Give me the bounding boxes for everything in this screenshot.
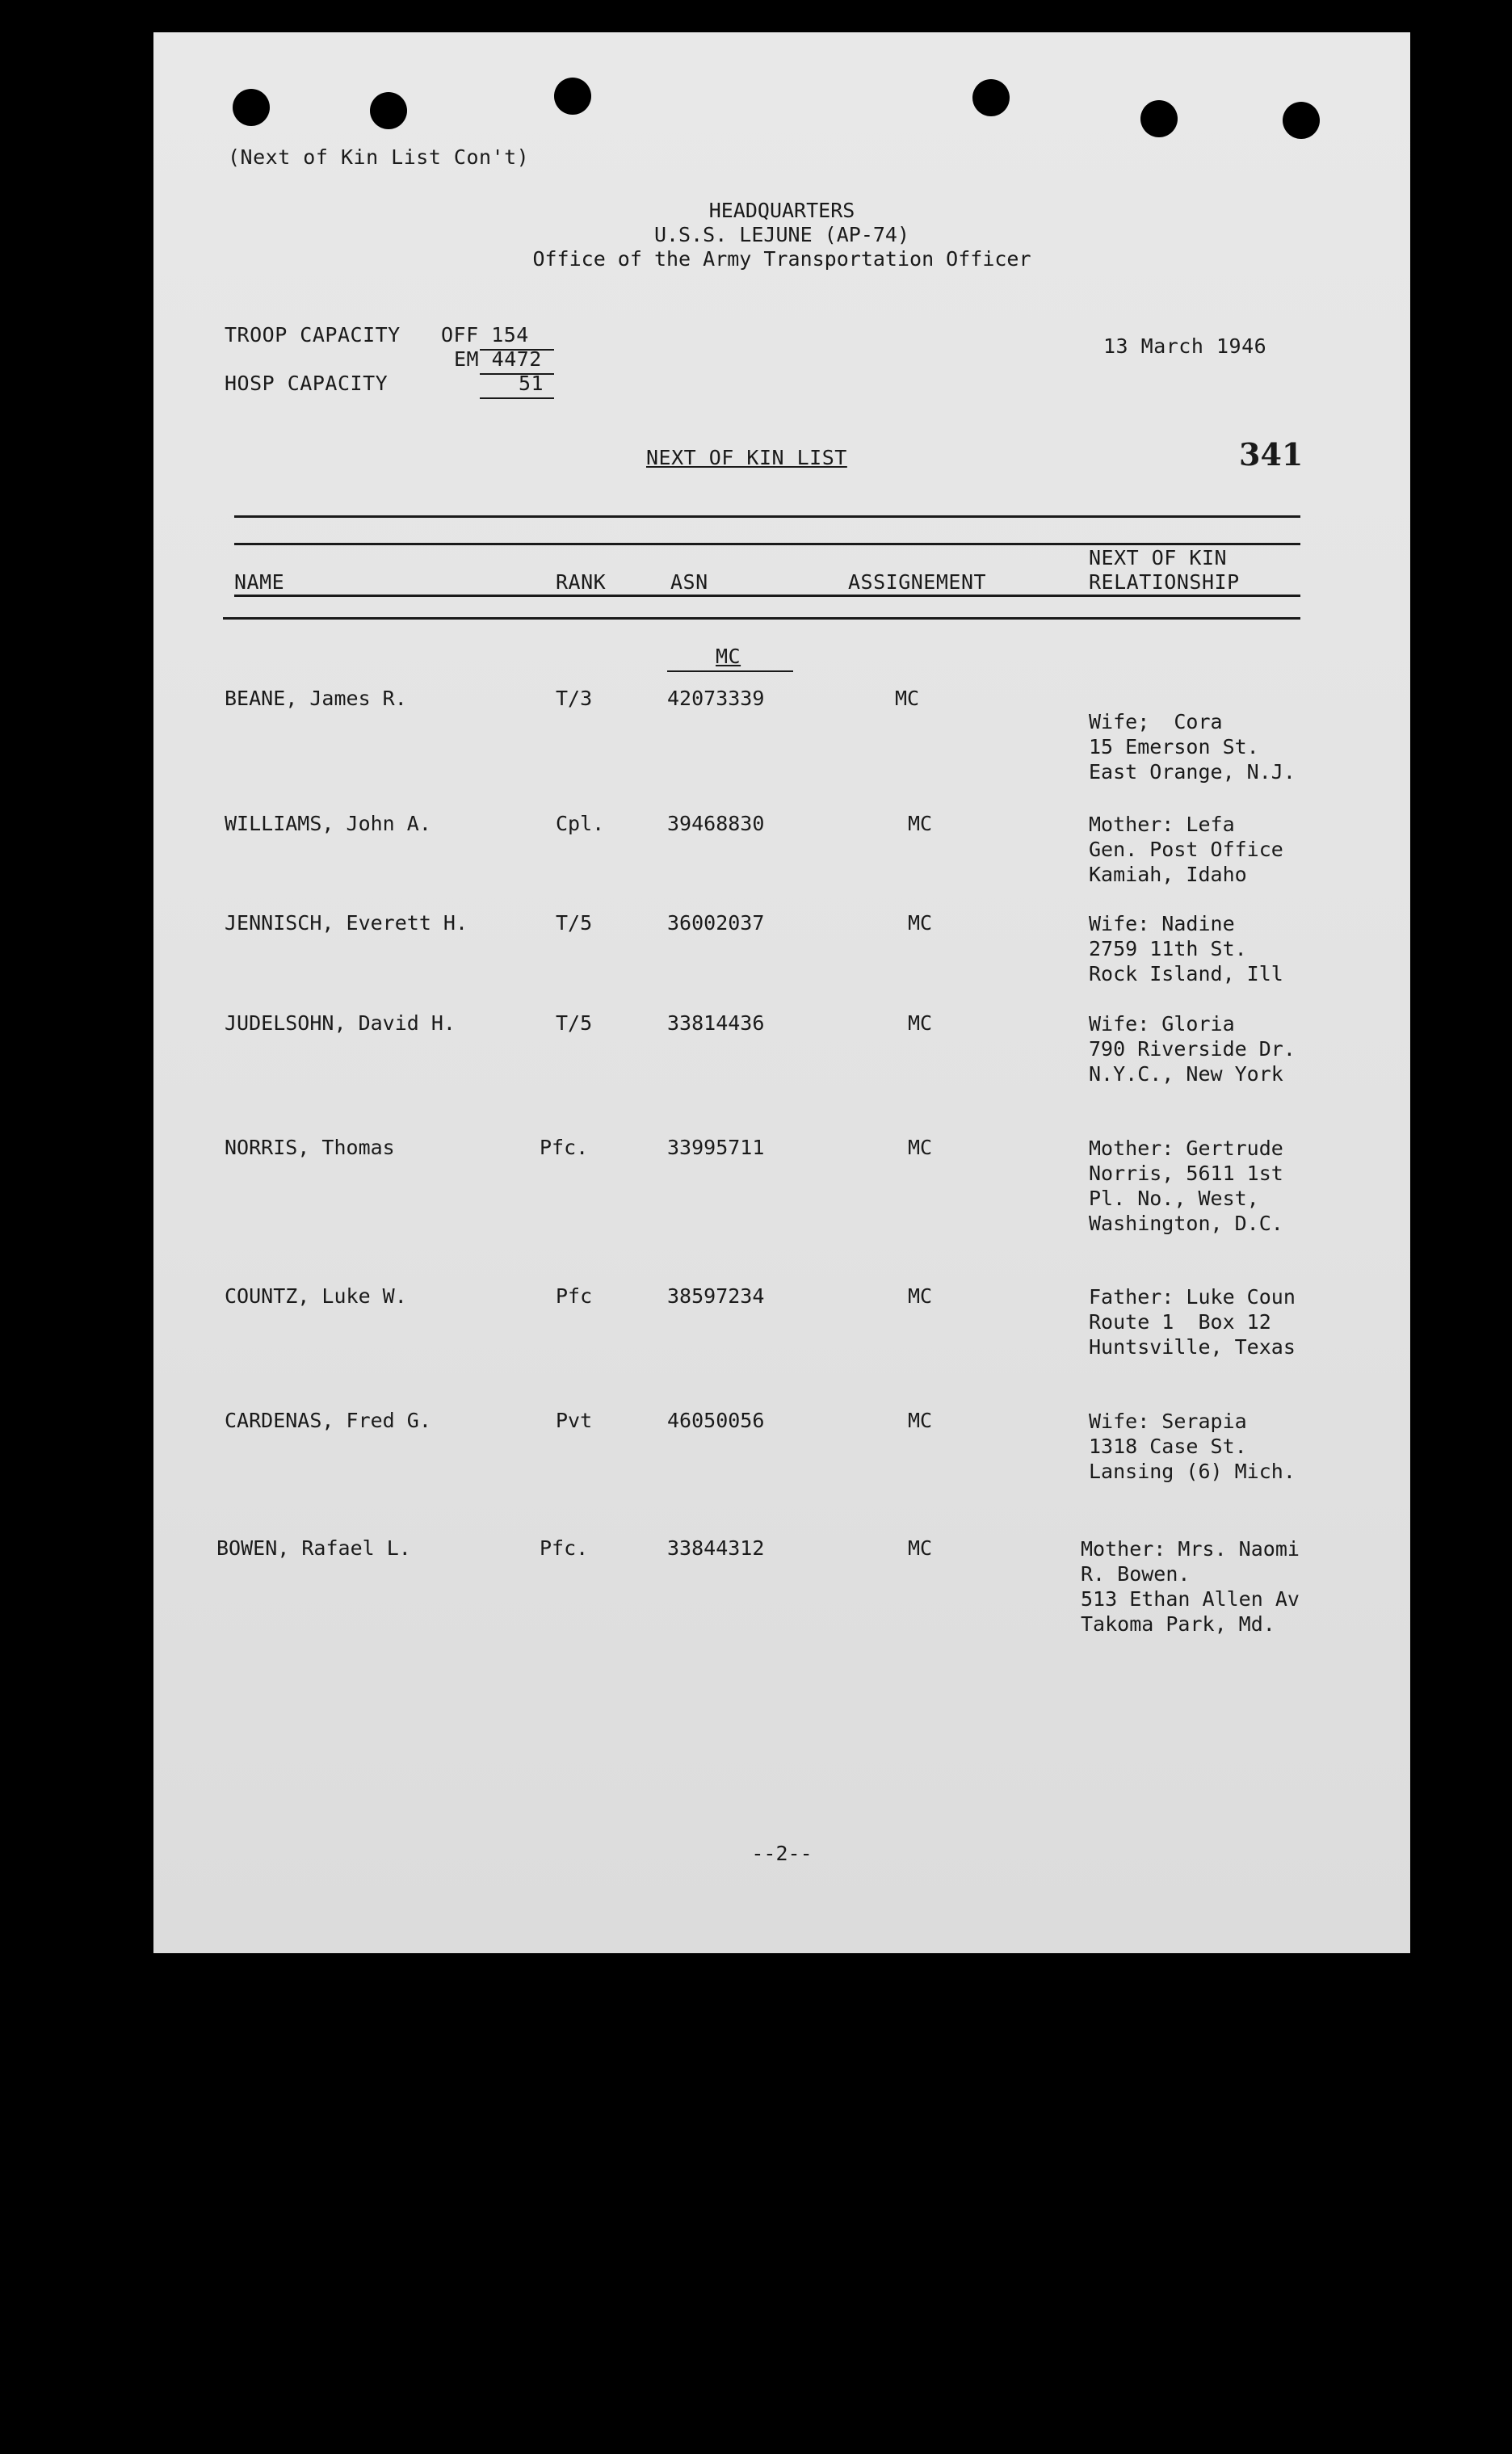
soldier-name: JUDELSOHN, David H. xyxy=(225,1011,456,1035)
troop-capacity-label: TROOP CAPACITY xyxy=(225,323,401,347)
office-heading: Office of the Army Transportation Officer xyxy=(532,247,1031,271)
soldier-rank: T/5 xyxy=(556,911,593,935)
next-of-kin: Wife; Cora 15 Emerson St. East Orange, N.J. xyxy=(1089,710,1296,784)
soldier-name: WILLIAMS, John A. xyxy=(225,812,431,835)
column-rank: RANK xyxy=(556,570,607,594)
column-underline xyxy=(234,595,1300,597)
soldier-rank: Pvt xyxy=(556,1409,593,1432)
table-row xyxy=(153,687,1410,816)
next-of-kin: Wife: Gloria 790 Riverside Dr. N.Y.C., New York xyxy=(1089,1012,1296,1086)
next-of-kin: Wife: Nadine 2759 11th St. Rock Island, Ill xyxy=(1089,912,1283,985)
soldier-name: NORRIS, Thomas xyxy=(225,1136,395,1159)
punch-hole xyxy=(972,79,1010,116)
next-of-kin: Wife: Serapia 1318 Case St. Lansing (6) Mich. xyxy=(1089,1410,1296,1483)
soldier-assignment: MC xyxy=(908,1136,933,1159)
table-row xyxy=(153,1536,1410,1666)
document-date: 13 March 1946 xyxy=(1103,334,1267,358)
soldier-assignment: MC xyxy=(908,911,933,935)
soldier-asn: 33814436 xyxy=(667,1011,765,1035)
column-assignment: ASSIGNEMENT xyxy=(848,570,987,594)
punch-hole xyxy=(554,78,591,115)
soldier-asn: 46050056 xyxy=(667,1409,765,1432)
table-row xyxy=(153,1409,1410,1538)
table-row xyxy=(153,1011,1410,1141)
table-row xyxy=(153,1136,1410,1265)
soldier-name: JENNISCH, Everett H. xyxy=(225,911,468,935)
continuation-note: (Next of Kin List Con't) xyxy=(228,145,530,169)
soldier-asn: 33995711 xyxy=(667,1136,765,1159)
soldier-asn: 33844312 xyxy=(667,1536,765,1560)
next-of-kin: Father: Luke Coun Route 1 Box 12 Huntsville, Texas xyxy=(1089,1285,1296,1359)
column-asn: ASN xyxy=(670,570,708,594)
punch-hole xyxy=(1283,102,1320,139)
soldier-rank: T/5 xyxy=(556,1011,593,1035)
document-number: 341 xyxy=(1239,436,1304,473)
headquarters-heading: HEADQUARTERS xyxy=(708,199,855,222)
punch-hole xyxy=(233,89,270,126)
soldier-name: COUNTZ, Luke W. xyxy=(225,1284,407,1308)
soldier-asn: 39468830 xyxy=(667,812,765,835)
column-name: NAME xyxy=(234,570,285,594)
soldier-name: CARDENAS, Fred G. xyxy=(225,1409,431,1432)
soldier-assignment: MC xyxy=(908,812,933,835)
punch-hole xyxy=(370,92,407,129)
soldier-rank: Pfc. xyxy=(540,1536,589,1560)
soldier-assignment: MC xyxy=(895,687,920,710)
soldier-assignment: MC xyxy=(908,1284,933,1308)
soldier-name: BOWEN, Rafael L. xyxy=(216,1536,411,1560)
section-label: MC xyxy=(716,645,741,668)
table-row xyxy=(153,1284,1410,1414)
hosp-underline xyxy=(480,397,554,399)
soldier-rank: Pfc. xyxy=(540,1136,589,1159)
next-of-kin: Mother: Gertrude Norris, 5611 1st Pl. No., West, Washington, D.C. xyxy=(1089,1137,1283,1235)
em-capacity: EM 4472 xyxy=(454,347,542,371)
hosp-capacity: 51 xyxy=(519,372,544,395)
soldier-assignment: MC xyxy=(908,1409,933,1432)
soldier-rank: Pfc xyxy=(556,1284,593,1308)
column-kin-line1: NEXT OF KIN xyxy=(1089,546,1228,569)
next-of-kin: Mother: Lefa Gen. Post Office Kamiah, Idaho xyxy=(1089,813,1283,886)
punch-hole xyxy=(1140,100,1178,137)
soldier-assignment: MC xyxy=(908,1536,933,1560)
column-kin-line2: RELATIONSHIP xyxy=(1089,570,1240,594)
hosp-capacity-label: HOSP CAPACITY xyxy=(225,372,388,395)
soldier-rank: T/3 xyxy=(556,687,593,710)
document-page xyxy=(153,32,1410,1953)
soldier-assignment: MC xyxy=(908,1011,933,1035)
next-of-kin: Mother: Mrs. Naomi R. Bowen. 513 Ethan Allen Av Takoma Park, Md. xyxy=(1081,1537,1300,1636)
soldier-name: BEANE, James R. xyxy=(225,687,407,710)
soldier-rank: Cpl. xyxy=(556,812,605,835)
soldier-asn: 42073339 xyxy=(667,687,765,710)
ship-heading: U.S.S. LEJUNE (AP-74) xyxy=(653,223,910,246)
off-capacity: OFF 154 xyxy=(441,323,529,347)
list-title: NEXT OF KIN LIST xyxy=(646,446,847,469)
top-rule xyxy=(234,515,1300,518)
body-rule xyxy=(223,617,1300,620)
page-number: --2-- xyxy=(751,1842,813,1865)
soldier-asn: 36002037 xyxy=(667,911,765,935)
soldier-asn: 38597234 xyxy=(667,1284,765,1308)
section-underline xyxy=(667,670,793,672)
header-rule xyxy=(234,543,1300,545)
